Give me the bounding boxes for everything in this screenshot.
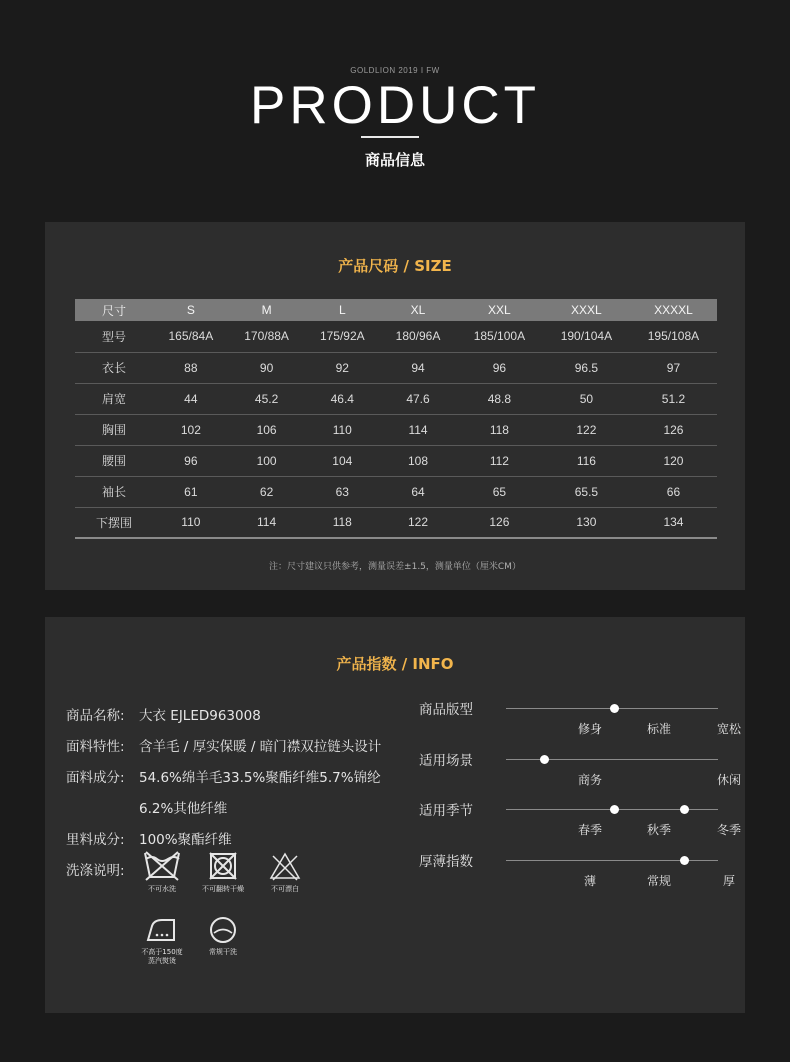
- thickness-scale-option: 常规: [646, 874, 671, 888]
- season-scale-option: 春季: [577, 823, 602, 837]
- occasion-scale-title: 适用场景: [419, 753, 473, 769]
- table-cell: 122: [543, 414, 630, 445]
- info-panel: [45, 617, 745, 1013]
- row-header: 肩宽: [75, 383, 153, 414]
- row-header: 袖长: [75, 476, 153, 507]
- size-note: 注：尺寸建议只供参考，测量误差±1.5，测量单位（厘米CM）: [269, 562, 521, 572]
- table-cell: 65: [456, 476, 543, 507]
- season-scale-option: 秋季: [646, 823, 671, 837]
- composition-label: 面料成分:: [66, 769, 125, 786]
- thickness-scale-option: 薄: [583, 874, 596, 888]
- page-subtitle: 商品信息: [364, 151, 425, 169]
- table-cell: 96: [456, 352, 543, 383]
- care-label-no-wash: 不可水洗: [148, 885, 176, 893]
- season-scale: [419, 799, 741, 849]
- care-item-dry-clean: [192, 914, 254, 957]
- brand-line: GOLDLION 2019 I FW: [350, 66, 440, 75]
- table-cell: 104: [304, 445, 380, 476]
- column-header: 尺寸: [75, 299, 153, 321]
- table-cell: 90: [229, 352, 305, 383]
- table-cell: 134: [630, 507, 717, 538]
- no-bleach-icon: [268, 849, 302, 883]
- fit-scale-title: 商品版型: [419, 702, 473, 718]
- feature-value: 含羊毛 / 厚实保暖 / 暗门襟双拉链头设计: [139, 738, 382, 755]
- feature-label: 面料特性:: [66, 738, 125, 755]
- table-cell: 88: [153, 352, 229, 383]
- table-cell: 122: [380, 507, 456, 538]
- table-cell: 46.4: [304, 383, 380, 414]
- info-heading: 产品指数 / INFO: [336, 655, 454, 673]
- table-cell: 96.5: [543, 352, 630, 383]
- row-header: 型号: [75, 321, 153, 352]
- care-item-no-bleach: [254, 849, 316, 894]
- table-cell: 106: [229, 414, 305, 445]
- table-cell: 120: [630, 445, 717, 476]
- care-label: 洗涤说明:: [66, 862, 125, 879]
- name-value: 大衣 EJLED963008: [139, 707, 261, 724]
- column-header: XXXXL: [630, 299, 717, 321]
- thickness-scale-option: 厚: [722, 874, 735, 888]
- table-cell: 44: [153, 383, 229, 414]
- fit-scale-option: 修身: [577, 722, 602, 736]
- table-cell: 190/104A: [543, 321, 630, 352]
- row-header: 下摆围: [75, 507, 153, 538]
- care-icons: [140, 849, 320, 979]
- care-item-no-tumble-dry: [192, 849, 254, 894]
- feature-row: [66, 729, 416, 760]
- column-header: L: [304, 299, 380, 321]
- table-cell: 47.6: [380, 383, 456, 414]
- table-cell: 96: [153, 445, 229, 476]
- table-cell: 130: [543, 507, 630, 538]
- table-cell: 108: [380, 445, 456, 476]
- table-cell: 51.2: [630, 383, 717, 414]
- fit-scale-option: 宽松: [716, 722, 741, 736]
- table-cell: 180/96A: [380, 321, 456, 352]
- table-cell: 45.2: [229, 383, 305, 414]
- table-row: [75, 476, 717, 507]
- column-header: XL: [380, 299, 456, 321]
- table-cell: 63: [304, 476, 380, 507]
- table-cell: 50: [543, 383, 630, 414]
- fit-scale: [419, 698, 741, 748]
- table-cell: 66: [630, 476, 717, 507]
- table-row: [75, 445, 717, 476]
- table-cell: 110: [304, 414, 380, 445]
- table-row: [75, 352, 717, 383]
- table-cell: 64: [380, 476, 456, 507]
- table-cell: 195/108A: [630, 321, 717, 352]
- row-header: 腰围: [75, 445, 153, 476]
- size-table-header: [75, 299, 717, 321]
- table-cell: 118: [304, 507, 380, 538]
- row-header: 胸围: [75, 414, 153, 445]
- size-panel: [45, 222, 745, 590]
- table-cell: 92: [304, 352, 380, 383]
- table-row: [75, 414, 717, 445]
- table-cell: 48.8: [456, 383, 543, 414]
- season-scale-marker: [680, 805, 689, 814]
- occasion-scale: [419, 749, 741, 799]
- season-scale-option: 冬季: [716, 823, 741, 837]
- table-cell: 126: [456, 507, 543, 538]
- name-row: [66, 698, 416, 729]
- column-header: XXL: [456, 299, 543, 321]
- occasion-scale-marker: [540, 755, 549, 764]
- table-row: [75, 383, 717, 414]
- column-header: S: [153, 299, 229, 321]
- season-scale-marker: [610, 805, 619, 814]
- table-cell: 110: [153, 507, 229, 538]
- table-cell: 65.5: [543, 476, 630, 507]
- table-row: [75, 507, 717, 538]
- table-cell: 112: [456, 445, 543, 476]
- table-cell: 102: [153, 414, 229, 445]
- column-header: M: [229, 299, 305, 321]
- care-item-no-wash: [131, 849, 193, 894]
- thickness-scale-marker: [680, 856, 689, 865]
- table-cell: 97: [630, 352, 717, 383]
- table-cell: 175/92A: [304, 321, 380, 352]
- column-header: XXXL: [543, 299, 630, 321]
- no-tumble-dry-icon: [206, 849, 240, 883]
- table-cell: 185/100A: [456, 321, 543, 352]
- season-scale-title: 适用季节: [419, 803, 473, 819]
- thickness-scale-title: 厚薄指数: [419, 854, 473, 870]
- table-cell: 114: [380, 414, 456, 445]
- fit-scale-option: 标准: [646, 722, 671, 736]
- size-table: [75, 299, 717, 539]
- no-wash-icon: [142, 849, 182, 883]
- occasion-scale-line: [506, 759, 718, 760]
- lining-value: 100%聚酯纤维: [139, 831, 232, 848]
- table-row: [75, 321, 717, 352]
- dry-clean-icon: [206, 914, 240, 946]
- table-cell: 61: [153, 476, 229, 507]
- care-label-no-tumble-dry: 不可翻转干燥: [202, 885, 244, 893]
- table-cell: 170/88A: [229, 321, 305, 352]
- thickness-scale: [419, 850, 735, 900]
- care-label-iron-steam: 蒸汽熨烫: [148, 957, 176, 965]
- table-cell: 62: [229, 476, 305, 507]
- row-header: 衣长: [75, 352, 153, 383]
- occasion-scale-option: 休闲: [716, 773, 741, 787]
- composition-value: 54.6%绵羊毛33.5%聚酯纤维5.7%锦纶: [139, 769, 381, 786]
- care-label-no-bleach: 不可漂白: [271, 885, 299, 893]
- page-title: PRODUCT: [249, 76, 541, 135]
- composition-continued: 6.2%其他纤维: [139, 800, 228, 817]
- size-heading: 产品尺码 / SIZE: [338, 257, 452, 275]
- table-cell: 126: [630, 414, 717, 445]
- table-cell: 114: [229, 507, 305, 538]
- table-cell: 116: [543, 445, 630, 476]
- lining-label: 里料成分:: [66, 831, 125, 848]
- table-cell: 165/84A: [153, 321, 229, 352]
- occasion-scale-option: 商务: [577, 773, 602, 787]
- care-label-iron-temp: 不高于150度: [141, 948, 183, 956]
- fit-scale-marker: [610, 704, 619, 713]
- table-cell: 118: [456, 414, 543, 445]
- care-label-dry-clean: 常规干洗: [209, 948, 237, 956]
- composition-row: [66, 760, 416, 791]
- iron-icon: [144, 914, 180, 946]
- table-cell: 94: [380, 352, 456, 383]
- name-label: 商品名称:: [66, 707, 125, 724]
- care-item-iron: [131, 914, 193, 966]
- title-underline: [361, 136, 419, 138]
- table-cell: 100: [229, 445, 305, 476]
